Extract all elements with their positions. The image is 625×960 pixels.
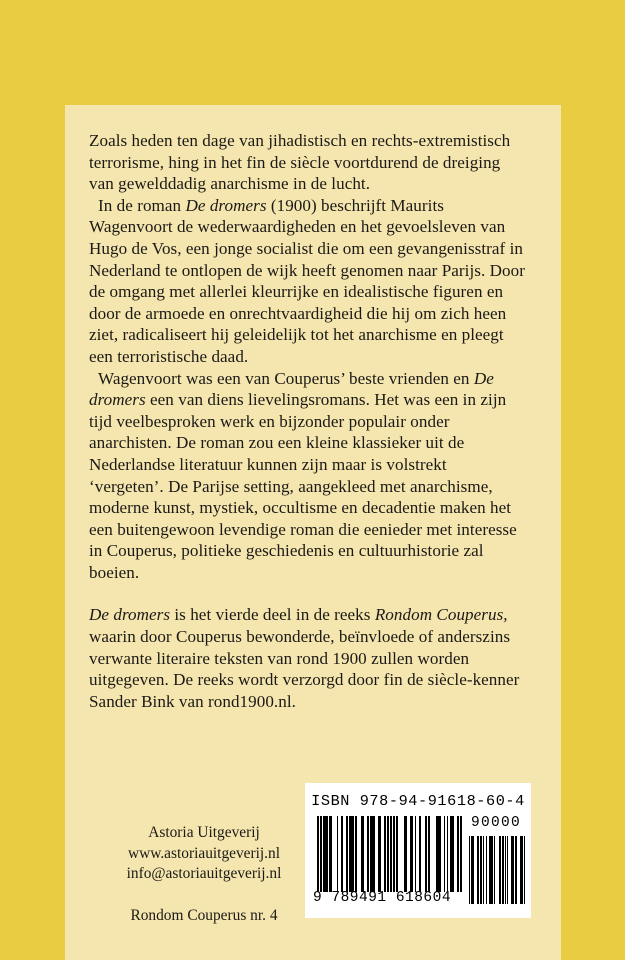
body-text: Zoals heden ten dage van jihadistisch en rechts-extremistisch terrorisme, hing in het fin de siècle voortdurend de dreiging van gewelddadig anarchisme in de lucht. [89,131,511,194]
barcode-bar [444,816,446,892]
barcode-bar [428,816,430,892]
back-cover-blurb [89,130,525,712]
barcode-bar [425,816,427,892]
blurb-paragraph [89,195,525,368]
barcode-bar [453,816,455,892]
barcode-bar [320,816,322,892]
body-text: een van diens lievelingsromans. Het was een in zijn tijd veelbesproken werk en bijzonder populair onder anarchisten. De roman zou een kleine klassieker uit de Nederlandse literatuur kunnen zijn maar is volstrekt ‘vergeten’. De Parijse setting, aangekleed met anarchisme, moderne kunst, mystiek, occultisme en decadentie maken het een buitengewoon levendige roman die eenieder met interesse in Couperus, politieke geschiedenis en cultuurhistorie zal boeien. [89,390,517,582]
publisher-name: Astoria Uitgeverij [148,824,260,841]
barcode-bar [367,816,369,892]
barcode-bar [415,816,417,892]
ean13-bars [317,816,462,892]
barcode-bar [483,836,484,904]
barcode-bar [341,816,343,892]
italic-title: De dromers [185,195,267,215]
barcode-bar [502,836,503,904]
body-text: is het vierde deel in de reeks [170,605,375,625]
barcode-bar [419,816,421,892]
barcode-bar [396,816,398,892]
barcode-bar [363,816,365,892]
barcode-bar [492,836,493,904]
blurb-paragraph [89,130,525,195]
cover-panel [65,105,561,960]
barcode-bar [337,816,339,892]
barcode-bar [390,816,392,892]
body-text: waarin door Couperus bewonderde, beïnvloede of anderszins verwante literaire teksten van rond 1900 zullen worden uitgegeven. De reeks wordt verzorgd door fin de siècle-kenner Sander Bink van rond1900.nl. [89,627,520,711]
publisher-email: info@astoriauitgeverij.nl [126,865,282,882]
barcode-bar [380,816,382,892]
publisher-block [89,823,319,926]
italic-title: De dromers [89,605,171,625]
ean13-digits: 9 789491 618604 [313,890,452,906]
barcode-bar [373,816,375,892]
barcode-bar [346,816,348,892]
barcode-bar [326,816,328,892]
barcode-bar [439,816,441,892]
italic-title: De dromers [89,368,494,410]
barcode-bar [486,836,487,904]
publisher-website: www.astoriauitgeverij.nl [127,844,280,862]
barcode-bar [500,836,501,904]
addon-digits: 90000 [470,815,521,831]
ean13-barcode [317,816,462,892]
body-text: (1900) beschrijft Maurits Wagenvoort de wederwaardigheden en het gevoelsleven van Hugo de Vos, een jonge socialist die om een gevangenisstraf in Nederland te ontlopen de wijk heeft genomen naar Parijs. Door de omgang met allerlei kleurrijke en idealistische figuren en door de armoede en onrechtvaardigheid die hij om zich heen ziet, radicaliseert hij geleidelijk tot het anarchisme en pleegt een terroristische daad. [89,195,525,366]
barcode-bar [393,816,395,892]
paragraph-indent [89,368,98,390]
barcode-bar [412,816,414,892]
barcode-bar [406,816,408,892]
barcode-bar [515,836,516,904]
barcode-bar [355,816,357,892]
barcode-bar [384,816,386,892]
blurb-paragraph [89,368,525,584]
barcode-bar [481,836,482,904]
barcode-bar [460,816,462,892]
barcode-block [305,783,531,918]
isbn-label: ISBN 978-94-91618-60-4 [311,792,525,810]
barcode-bar [317,816,319,892]
barcode-bar [469,836,470,904]
barcode-bar [507,836,508,904]
barcode-bar [521,836,522,904]
barcode-bar [457,816,459,892]
barcode-bar [387,816,389,892]
barcode-bar [447,816,449,892]
barcode-bar [524,836,525,904]
barcode-bar [331,816,333,892]
body-text: Wagenvoort was een van Couperus’ beste vrienden en [98,368,474,388]
addon-barcode [469,836,525,904]
barcode-bar [494,836,495,904]
body-text: In de roman [98,195,186,215]
italic-title: Rondom Couperus, [374,605,508,625]
barcode-bar [352,816,354,892]
series-number: Rondom Couperus nr. 4 [130,906,278,924]
barcode-bar [513,836,514,904]
paragraph-indent [89,195,98,217]
barcode-bar [505,836,506,904]
blurb-paragraph [89,604,525,712]
barcode-bar [473,836,474,904]
barcode-bar [477,836,478,904]
